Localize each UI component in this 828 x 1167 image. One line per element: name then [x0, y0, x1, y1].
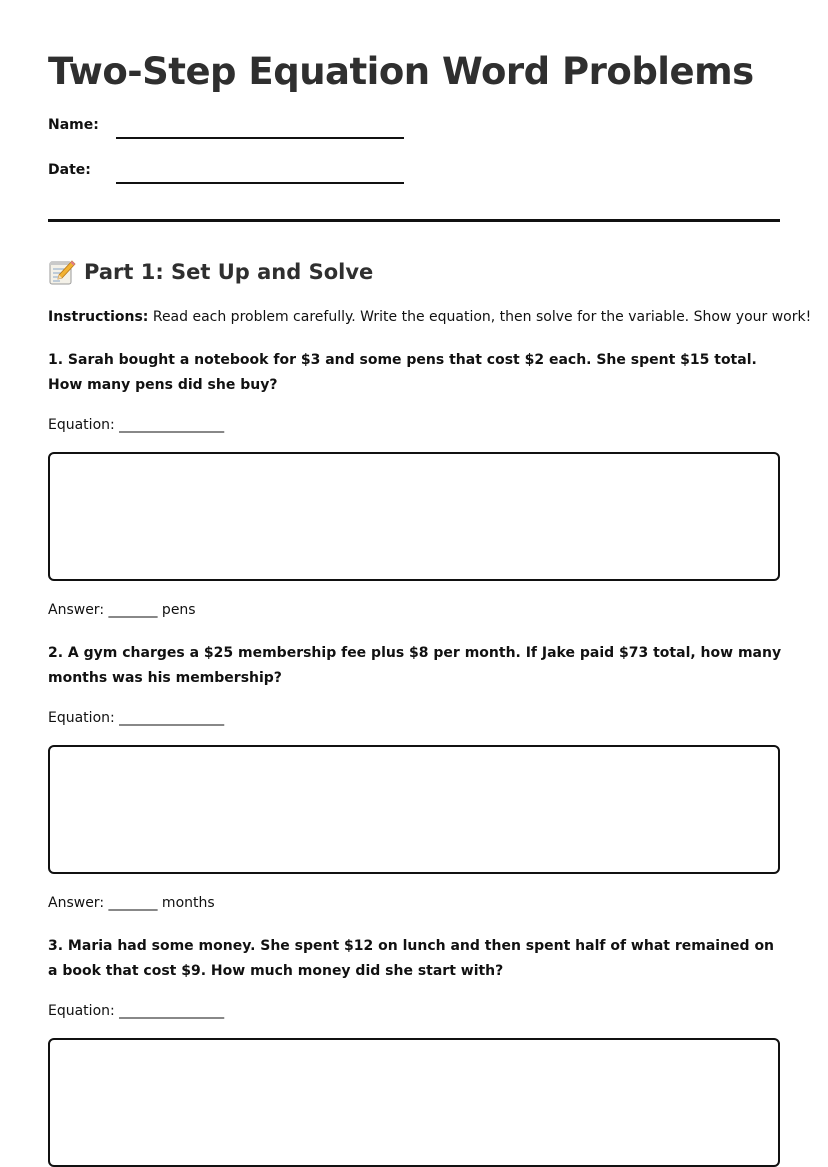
- problem-2-work-box[interactable]: [48, 745, 780, 874]
- part1-heading: [48, 256, 373, 288]
- problem-2-equation[interactable]: Equation: _______________: [48, 710, 225, 726]
- instructions: [48, 307, 812, 327]
- problem-1-question: 1. Sarah bought a notebook for $3 and some pens that cost $2 each. She spent $15 total. How many pens did she buy?: [48, 352, 757, 393]
- instructions-text: Read each problem carefully. Write the equation, then solve for the variable. Show your work!: [148, 309, 812, 325]
- date-label: Date:: [48, 162, 91, 178]
- memo-icon: [48, 258, 76, 286]
- page-title: Two-Step Equation Word Problems: [48, 50, 754, 93]
- problem-3-work-box[interactable]: [48, 1038, 780, 1167]
- problem-1-work-box[interactable]: [48, 452, 780, 581]
- name-label: Name:: [48, 117, 99, 133]
- header-divider: [48, 219, 780, 222]
- name-field[interactable]: [116, 137, 404, 139]
- problem-2-question: 2. A gym charges a $25 membership fee plus $8 per month. If Jake paid $73 total, how many months was his membership?: [48, 645, 782, 686]
- problem-1-equation[interactable]: Equation: _______________: [48, 417, 225, 433]
- instructions-label: Instructions:: [48, 309, 149, 325]
- problem-3-equation[interactable]: Equation: _______________: [48, 1003, 225, 1019]
- problem-2-answer[interactable]: Answer: _______ months: [48, 895, 215, 911]
- date-field[interactable]: [116, 182, 404, 184]
- problem-3-question: 3. Maria had some money. She spent $12 on lunch and then spent half of what remained on a book that cost $9. How much money did she start with?: [48, 938, 775, 979]
- section-title: Part 1: Set Up and Solve: [84, 260, 374, 284]
- problem-1-answer[interactable]: Answer: _______ pens: [48, 602, 196, 618]
